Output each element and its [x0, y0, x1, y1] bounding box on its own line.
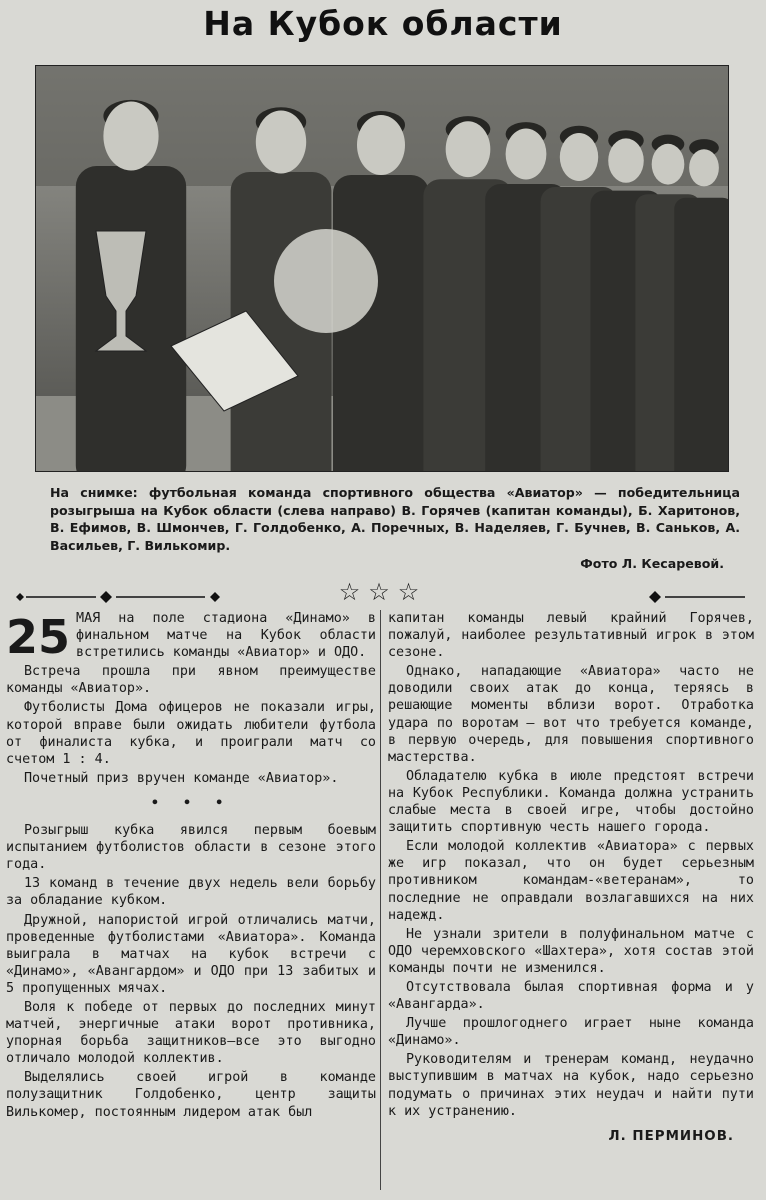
article-paragraph: Дружной, напористой игрой отличались матчи, проведенные футболистами «Авиатора». Команда выиграла в матчах на кубок встречи с «Динамо», «Авангардом» и ОДО при 13 забитых и 5 пропущенных мячах. [6, 912, 376, 996]
team-photo [35, 65, 729, 472]
article-paragraph: Футболисты Дома офицеров не показали игры, которой вправе были ожидать любители футбола от финалиста кубка, и проиграли матч со счетом 1 : 4. [6, 700, 376, 767]
column-rule [380, 610, 381, 1190]
article-paragraph: Если молодой коллектив «Авиатора» с первых же игр показал, что он будет серьезным противником командам-«ветеранам», то последние не оправдали возлагавшихся на них надежд. [388, 839, 754, 923]
paragraph-separator: • • • [150, 795, 232, 811]
article-paragraph: Не узнали зрители в полуфинальном матче с ОДО черемховского «Шахтера», хотя состав этой команды почти не изменился. [388, 926, 754, 976]
author-signature: Л. ПЕРМИНОВ. [608, 1128, 734, 1144]
article-column-right [388, 610, 754, 1147]
article-lead [6, 610, 376, 664]
article-paragraph: Выделялись своей игрой в команде полузащитник Голдобенко, центр защиты Вилькомер, постоянным лидером атак был [6, 1070, 376, 1120]
article-paragraph: Розыгрыш кубка явился первым боевым испытанием футболистов области в сезоне этого года. [6, 823, 376, 873]
photo-credit: Фото Л. Кесаревой. [580, 556, 724, 571]
article-paragraph: Обладателю кубка в июле предстоят встречи на Кубок Республики. Команда должна устранить слабые места в своей игре, чтобы достойно защитить спортивную честь нашего города. [388, 768, 754, 836]
drop-cap-date: 25 [6, 610, 71, 664]
article-paragraph: капитан команды левый крайний Горячев, пожалуй, наиболее результативный игрок в этом сезоне. [388, 611, 754, 661]
team-photo-illustration [36, 66, 728, 471]
stars-ornament: ☆☆☆ [338, 578, 428, 606]
article-column-left [6, 610, 376, 1123]
article-paragraph: Встреча прошла при явном преимуществе команды «Авиатор». [6, 664, 376, 697]
article-paragraph: Руководителям и тренерам команд, неудачно выступившим в матчах на кубок, надо серьезно подумать о причинах этих неудач и найти пути к их устранению. [388, 1052, 754, 1119]
article-paragraph: Лучше прошлогоднего играет ныне команда «Динамо». [388, 1016, 754, 1049]
article-paragraph: Воля к победе от первых до последних минут матчей, энергичные атаки ворот противника, упорная борьба защитников—все это выгодно отличало молодой коллектив. [6, 999, 376, 1067]
photo-caption: На снимке: футбольная команда спортивного общества «Авиатор» — победительница розыгрыша на Кубок области (слева направо) В. Горячев (капитан команды), Б. Харитонов, В. Ефимов, В. Шмончев, Г. Голдобенко, А. Поречных, В. Наделяев, Г. Бучнев, В. Саньков, А. Васильев, Г. Вилькомир. [50, 485, 740, 553]
page-title: На Кубок области [203, 4, 563, 43]
article-paragraph: Однако, нападающие «Авиатора» часто не доводили своих атак до конца, теряясь в решающие моменты вблизи ворот. Отработка удара по воротам — вот что требуется команде, в первую очередь, для повышения спортивного мастерства. [388, 664, 754, 765]
article-paragraph: 13 команд в течение двух недель вели борьбу за обладание кубком. [6, 876, 376, 909]
article-paragraph: Почетный приз вручен команде «Авиатор». [24, 770, 339, 786]
flower-bouquet-icon [274, 229, 378, 333]
article-paragraph: Отсутствовала былая спортивная форма и у «Авангарда». [388, 979, 754, 1013]
article-paragraph: МАЯ на поле стадиона «Динамо» в финальном матче на Кубок области встретились команды «Авиатор» и ОДО. [76, 611, 376, 661]
